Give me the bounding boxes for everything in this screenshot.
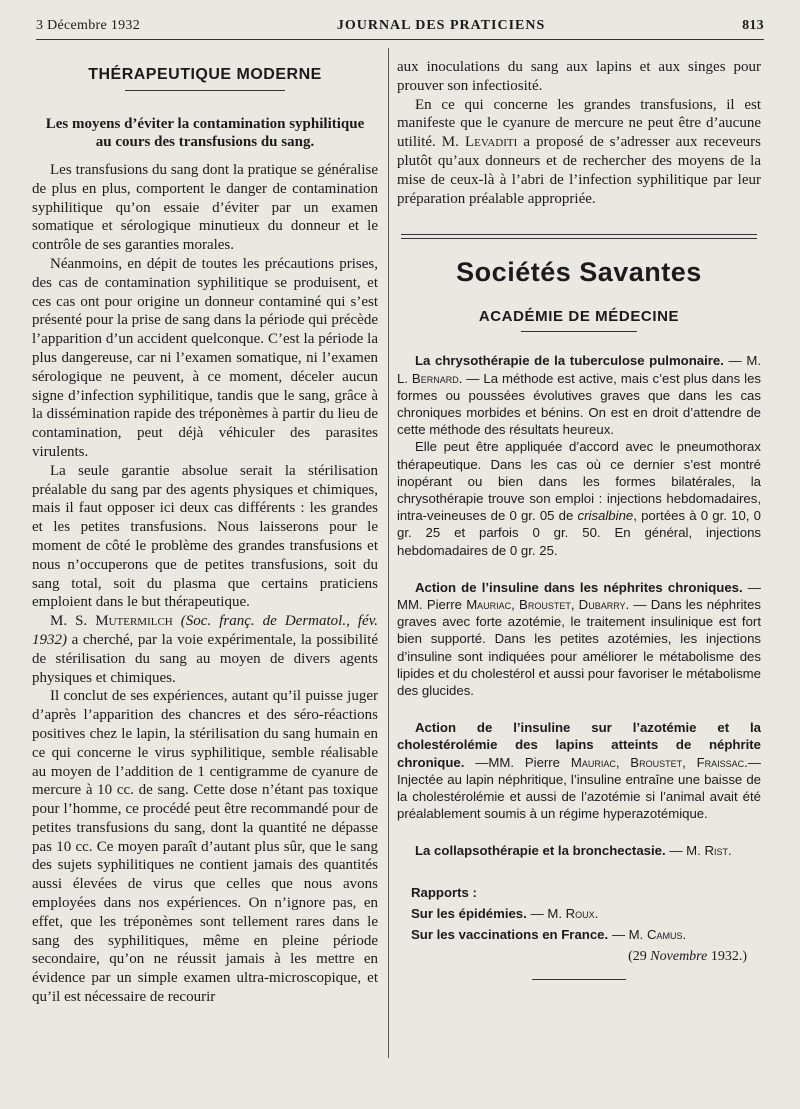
paragraph-3: La seule garantie absolue serait la stérilisation préalable du sang par des agents physiques et chimiques, mais il faut opposer ici deux cas différents : les grandes et les petites transfusions. Nous laisserons pour le moment de côté le problème des grandes transfusions et nous n’occuperons que de petites transfusions, soit du sang total, soit du plasma que certains praticiens emploient dans le but thérapeutique. (32, 462, 378, 611)
entry-chrysotherapie: La chrysothérapie de la tuberculose pulmonaire. — M. L. Bernard. — La méthode est active, mais c’est plus dans les formes ou poussées évolutives graves que dans les cas chroniques morbides et bénins. On est en droit d’attendre de cette méthode des résultats heureux. Elle peut être appliquée d’accord avec le pneumothorax thérapeutique. Dans les cas où ce dernier s’est montré inopérant ou bien dans les formes bilatérales, la chrysothérapie trouve son emploi : injections hebdomadaires, intra-veineuses de 0 gr. 05 de crisalbine, portées à 0 gr. 10, 0 gr. 25 et parfois 0 gr. 50. En général, injections hebdomadaires de 0 gr. 25. (397, 353, 761, 558)
author-name: Levaditi (464, 134, 518, 151)
reference: (Soc. franç. de Dermatol., fév. 1932) (32, 613, 378, 648)
right-column (397, 58, 761, 980)
paragraph-2: Néanmoins, en dépit de toutes les précautions prises, des cas de contamination syphilitique se produisent, et ces cas ont pour origine un donneur contaminé qui s’est présenté pour la prise de sang dans la période qui précède l’apparition d’un accident quelconque. C’est la période la plus dangereuse, car ni l’examen somatique, ni l’examen sérologique ne peuvent, à ce moment, déceler aucun signe d’infection syphilitique, tandis que le sang, grâce à la dissémination rapide des tréponèmes à partir du lieu de contamination, peut déjà véhiculer des parasites virulents. (32, 255, 378, 460)
section-title: THÉRAPEUTIQUE MODERNE (88, 66, 322, 83)
entry-collapsotherapie: La collapsothérapie et la bronchectasie. — M. Rist. (415, 843, 732, 859)
rapport-vaccinations: Sur les vaccinations en France. — M. Camus. (411, 926, 687, 942)
journal-name: JOURNAL DES PRATICIENS (336, 18, 546, 33)
societes-heading: Sociétés Savantes (456, 257, 702, 288)
page-number: 813 (742, 18, 764, 33)
left-column (32, 58, 378, 1007)
paragraph-levaditi: En ce qui concerne les grandes transfusions, il est manifeste que le cyanure de mercure ne peut être d’aucune utilité. M. Levaditi a proposé de s’adresser aux receveurs plutôt qu’aux donneurs et de rechercher des moyens de la mise de ceux-là à l’abri de l’infection syphilitique par leur préparation préalable appropriée. (397, 96, 761, 207)
end-rule (532, 979, 627, 980)
session-date: (29 Novembre 1932.) (628, 948, 747, 964)
entry-insuline-nephrites: Action de l’insuline dans les néphrites chroniques. — MM. Pierre Mauriac, Broustet, Dubarry. — Dans les néphrites graves avec forte azotémie, le traitement insulinique est fort bien supporté. Dans les petites azotémies, les injections d’insuline sont indiquées pour améliorer le métabolisme des lipides et du cholestérol et aussi pour favoriser le métabolisme des glucides. (397, 579, 762, 699)
rapports-label: Rapports : (411, 884, 477, 900)
entry-insuline-azotemie: Action de l’insuline sur l’azotémie et la cholestérolémie des lapins atteints de néphrite chronique. —MM. Pierre Mauriac, Broustet, Fraissac.—Injectée au lapin néphritique, l’insuline entraîne une baisse de la cholestérolémie et aussi de l’azotémie si l’animal avait été préalablement soumis à un régime hyperazotémique. (397, 720, 761, 822)
header-rule (36, 39, 764, 40)
continuation-paragraph: aux inoculations du sang aux lapins et aux singes pour prouver son infectiosité. (397, 59, 761, 94)
section-rule (125, 90, 284, 91)
column-divider (388, 48, 389, 1058)
running-header (36, 18, 764, 36)
double-rule (401, 234, 757, 239)
author-name: Mutermilch (95, 613, 173, 630)
academie-rule (521, 331, 637, 332)
article-title: Les moyens d’éviter la contamination syphilitique au cours des transfusions du sang. (45, 116, 365, 150)
rapport-epidemies: Sur les épidémies. — M. Roux. (411, 905, 599, 921)
rapports-block (397, 882, 761, 945)
issue-date: 3 Décembre 1932 (36, 18, 141, 33)
academie-heading: ACADÉMIE DE MÉDECINE (478, 308, 680, 326)
paragraph-5: Il conclut de ses expériences, autant qu’il puisse juger d’après l’apparition des chancres et des séro-réactions positives chez le lapin, la stérilisation du sang humain en ce qui concerne le virus syphilitique, semble réalisable au moyen de l’addition de 1 centigramme de cyanure de mercure à 10 cc. de sang. Cette dose n’étant pas toxique pour l’homme, ce procédé peut être recommandé pour de petites transfusions du sang, dont la quantité ne dépasse pas 10 cc. Ce moyen paraît d’autant plus sûr, que le sang des sujets syphilitiques ne contient jamais des quantités aussi élevées de virus que celles que nous avons employées dans nos expériences. On n’ignore pas, en effet, que les tréponèmes sont tellement rares dans le sang des syphilitiques, même en pleine période secondaire, qu’on ne réussit jamais à les mettre en évidence par un simple examen ultra-microscopique, et qu’il est nécessaire de recourir (32, 688, 378, 1006)
paragraph-4: M. S. Mutermilch (Soc. franç. de Dermatol., fév. 1932) a cherché, par la voie expérimentale, la possibilité de stérilisation du sang au moyen de divers agents physiques et chimiques. (32, 613, 378, 686)
paragraph-1: Les transfusions du sang dont la pratique se généralise de plus en plus, comportent le danger de contamination syphilitique qu’on essaie d’éviter par un examen somatique et sérologique minutieux du donneur et le contrôle de ses garanties morales. (32, 162, 378, 254)
